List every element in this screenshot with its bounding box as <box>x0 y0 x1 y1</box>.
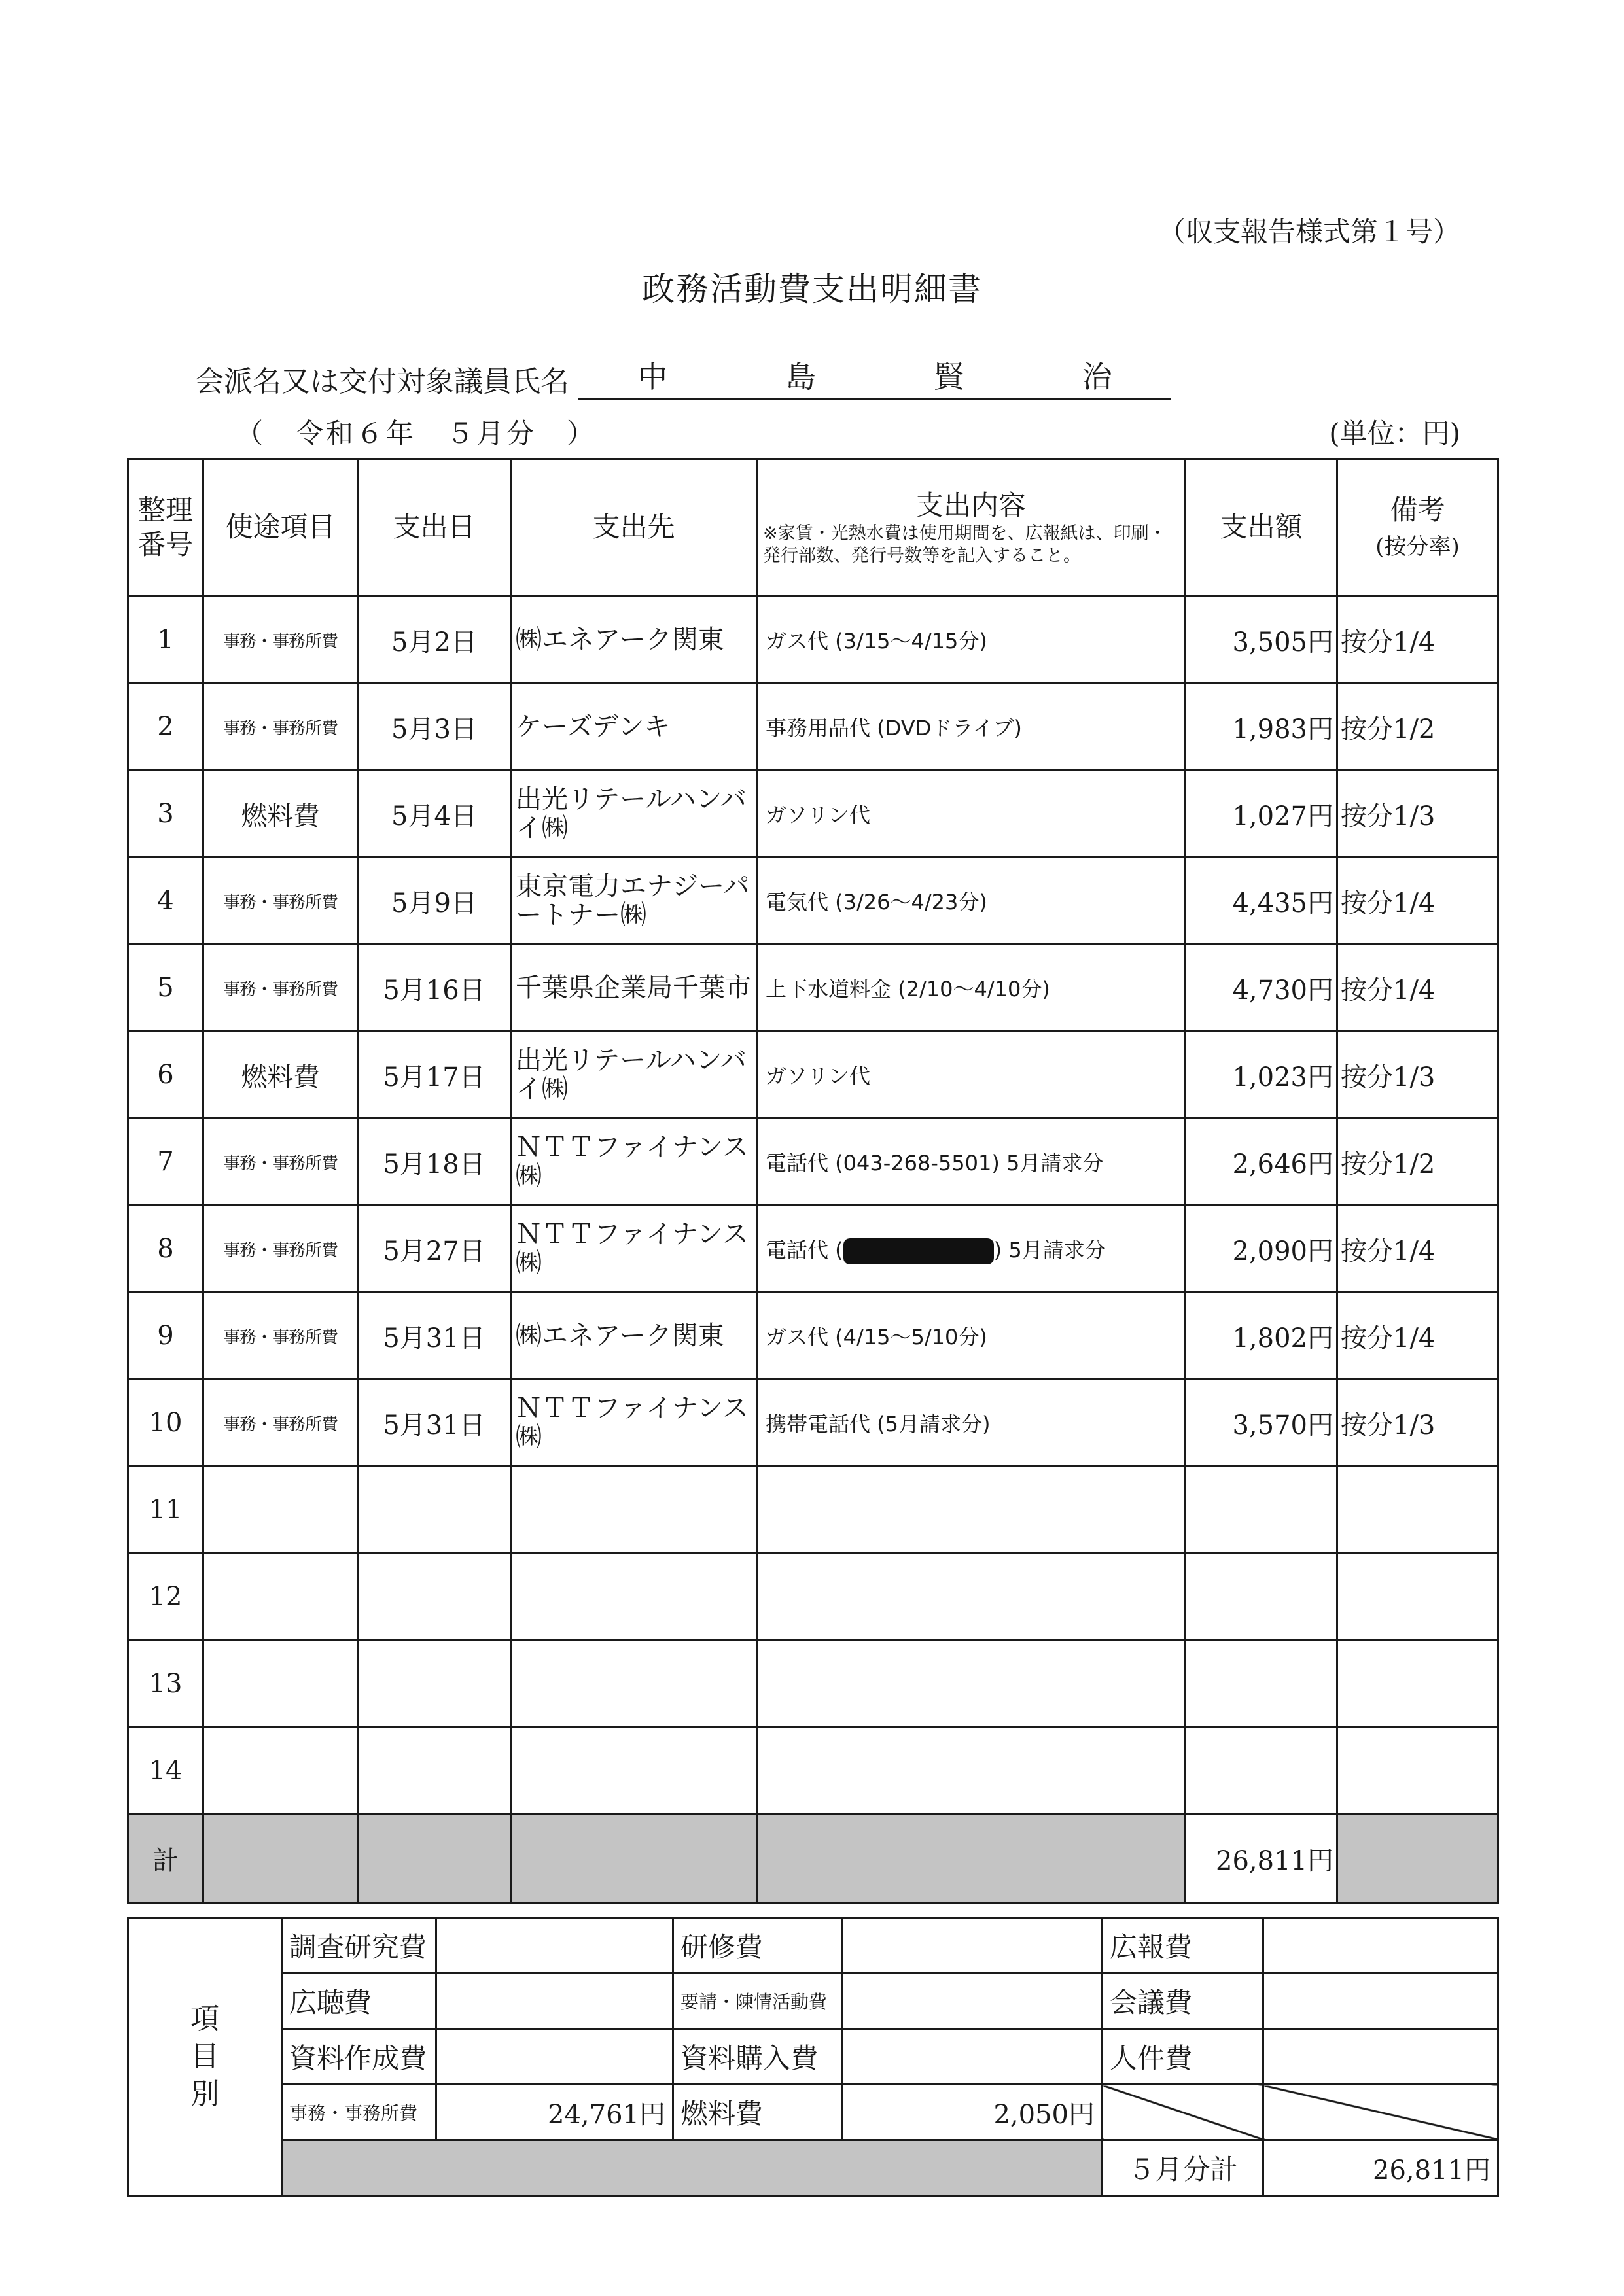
row-no: 3 <box>128 771 203 858</box>
shaded-cell <box>757 1815 1186 1903</box>
row-content <box>757 1728 1186 1815</box>
row-no: 12 <box>128 1554 203 1641</box>
row-content <box>757 1467 1186 1554</box>
header-category: 使途項目 <box>203 459 358 597</box>
total-label: 計 <box>128 1815 203 1903</box>
header-payee: 支出先 <box>511 459 757 597</box>
row-note: 按分1/2 <box>1337 1119 1498 1206</box>
row-no: 10 <box>128 1380 203 1467</box>
category-materials-creation-value <box>436 2029 673 2085</box>
row-date: 5月9日 <box>358 858 511 945</box>
row-amount: 1,802円 <box>1186 1293 1337 1380</box>
member-name <box>578 353 1171 400</box>
row-note: 按分1/4 <box>1337 597 1498 684</box>
row-amount <box>1186 1554 1337 1641</box>
row-amount: 3,570円 <box>1186 1380 1337 1467</box>
row-amount: 2,646円 <box>1186 1119 1337 1206</box>
row-category <box>203 1554 358 1641</box>
category-table <box>127 1917 1499 2197</box>
row-amount: 3,505円 <box>1186 597 1337 684</box>
category-meeting-label: 会議費 <box>1103 1974 1263 2029</box>
member-name-char: 賢 <box>934 359 964 394</box>
expense-table <box>127 458 1499 1904</box>
row-date: 5月27日 <box>358 1206 511 1293</box>
shaded-cell <box>358 1815 511 1903</box>
category-personnel-value <box>1263 2029 1498 2085</box>
category-training-value <box>842 1918 1103 1974</box>
category-row <box>128 2085 1498 2140</box>
shaded-cell <box>282 2140 1103 2196</box>
row-amount <box>1186 1467 1337 1554</box>
row-category: 事務・事務所費 <box>203 858 358 945</box>
row-content <box>757 1554 1186 1641</box>
category-petition-value <box>842 1974 1103 2029</box>
row-category: 燃料費 <box>203 771 358 858</box>
shaded-cell <box>511 1815 757 1903</box>
row-content: 電話代 ( ) 5月請求分 <box>757 1206 1186 1293</box>
member-label: 会派名又は交付対象議員氏名 <box>195 365 569 398</box>
category-pr-value <box>1263 1918 1498 1974</box>
row-payee <box>511 1554 757 1641</box>
shaded-cell <box>1337 1815 1498 1903</box>
row-no: 2 <box>128 684 203 771</box>
category-fuel-value: 2,050円 <box>842 2085 1103 2140</box>
row-category: 事務・事務所費 <box>203 1119 358 1206</box>
redaction-block <box>843 1238 994 1264</box>
row-category: 事務・事務所費 <box>203 1206 358 1293</box>
table-row <box>128 684 1498 771</box>
row-no: 8 <box>128 1206 203 1293</box>
category-row <box>128 2029 1498 2085</box>
row-content: 電話代 (043-268-5501) 5月請求分 <box>757 1119 1186 1206</box>
diagonal-cell <box>1263 2085 1498 2140</box>
period: （ 令和６年 ５月分 ） <box>236 417 597 449</box>
row-note: 按分1/3 <box>1337 771 1498 858</box>
row-category: 事務・事務所費 <box>203 1293 358 1380</box>
row-category <box>203 1641 358 1728</box>
row-payee: ㈱エネアーク関東 <box>511 597 757 684</box>
category-row <box>128 1918 1498 1974</box>
row-category: 事務・事務所費 <box>203 684 358 771</box>
row-note: 按分1/4 <box>1337 1206 1498 1293</box>
row-content: 携帯電話代 (5月請求分) <box>757 1380 1186 1467</box>
row-amount <box>1186 1641 1337 1728</box>
row-category: 事務・事務所費 <box>203 945 358 1032</box>
table-row <box>128 858 1498 945</box>
table-row <box>128 597 1498 684</box>
category-training-label: 研修費 <box>673 1918 842 1974</box>
category-hearing-value <box>436 1974 673 2029</box>
row-category: 事務・事務所費 <box>203 1380 358 1467</box>
category-row <box>128 1974 1498 2029</box>
row-note <box>1337 1467 1498 1554</box>
row-no: 6 <box>128 1032 203 1119</box>
row-note <box>1337 1641 1498 1728</box>
row-date: 5月17日 <box>358 1032 511 1119</box>
table-row <box>128 1119 1498 1206</box>
category-materials-creation-label: 資料作成費 <box>282 2029 436 2085</box>
row-payee <box>511 1641 757 1728</box>
header-content <box>757 459 1186 597</box>
header-date: 支出日 <box>358 459 511 597</box>
member-name-char: 治 <box>1082 359 1112 394</box>
row-content: ガソリン代 <box>757 771 1186 858</box>
row-no: 13 <box>128 1641 203 1728</box>
total-amount: 26,811円 <box>1186 1815 1337 1903</box>
table-row <box>128 1641 1498 1728</box>
table-row <box>128 945 1498 1032</box>
row-note: 按分1/4 <box>1337 1293 1498 1380</box>
row-date: 5月4日 <box>358 771 511 858</box>
row-no: 1 <box>128 597 203 684</box>
row-date <box>358 1641 511 1728</box>
table-row <box>128 1467 1498 1554</box>
member-name-char: 島 <box>785 359 816 394</box>
row-content: ガス代 (4/15～5/10分) <box>757 1293 1186 1380</box>
category-fuel-label: 燃料費 <box>673 2085 842 2140</box>
category-research-label: 調査研究費 <box>282 1918 436 1974</box>
row-date <box>358 1554 511 1641</box>
row-category: 燃料費 <box>203 1032 358 1119</box>
row-note <box>1337 1728 1498 1815</box>
row-amount: 1,983円 <box>1186 684 1337 771</box>
member-name-char: 中 <box>637 359 668 394</box>
row-amount: 4,730円 <box>1186 945 1337 1032</box>
table-row <box>128 1380 1498 1467</box>
row-note: 按分1/3 <box>1337 1380 1498 1467</box>
row-payee: 出光リテールハンバイ㈱ <box>511 771 757 858</box>
row-payee: 千葉県企業局千葉市 <box>511 945 757 1032</box>
row-date: 5月31日 <box>358 1380 511 1467</box>
category-side-label: 項 目 別 <box>128 1918 282 2196</box>
row-date: 5月16日 <box>358 945 511 1032</box>
row-no: 9 <box>128 1293 203 1380</box>
row-note: 按分1/4 <box>1337 858 1498 945</box>
row-no: 11 <box>128 1467 203 1554</box>
row-category: 事務・事務所費 <box>203 597 358 684</box>
category-meeting-value <box>1263 1974 1498 2029</box>
row-payee: ＮＴＴファイナンス㈱ <box>511 1380 757 1467</box>
row-no: 7 <box>128 1119 203 1206</box>
row-note: 按分1/2 <box>1337 684 1498 771</box>
category-office-value: 24,761円 <box>436 2085 673 2140</box>
month-total-value: 26,811円 <box>1263 2140 1498 2196</box>
category-materials-purchase-value <box>842 2029 1103 2085</box>
row-payee: ＮＴＴファイナンス㈱ <box>511 1206 757 1293</box>
row-payee: ㈱エネアーク関東 <box>511 1293 757 1380</box>
row-category <box>203 1467 358 1554</box>
row-payee <box>511 1728 757 1815</box>
row-note: 按分1/4 <box>1337 945 1498 1032</box>
category-personnel-label: 人件費 <box>1103 2029 1263 2085</box>
member-line <box>195 353 1171 400</box>
row-payee: ＮＴＴファイナンス㈱ <box>511 1119 757 1206</box>
category-hearing-label: 広聴費 <box>282 1974 436 2029</box>
row-category <box>203 1728 358 1815</box>
header-content-note: ※家賃・光熱水費は使用期間を、広報紙は、印刷・発行部数、発行号数等を記入すること。 <box>763 523 1167 566</box>
table-row <box>128 1728 1498 1815</box>
header-amount: 支出額 <box>1186 459 1337 597</box>
row-date <box>358 1467 511 1554</box>
row-amount: 2,090円 <box>1186 1206 1337 1293</box>
category-materials-purchase-label: 資料購入費 <box>673 2029 842 2085</box>
total-row <box>128 1815 1498 1903</box>
row-content <box>757 1641 1186 1728</box>
row-content: ガス代 (3/15～4/15分) <box>757 597 1186 684</box>
table-row <box>128 1032 1498 1119</box>
row-date: 5月18日 <box>358 1119 511 1206</box>
shaded-cell <box>203 1815 358 1903</box>
row-note <box>1337 1554 1498 1641</box>
row-content: 事務用品代 (DVDドライブ) <box>757 684 1186 771</box>
row-date: 5月3日 <box>358 684 511 771</box>
category-row <box>128 2140 1498 2196</box>
header-remarks: 備考 (按分率) <box>1337 459 1498 597</box>
page-title: 政務活動費支出明細書 <box>642 270 982 308</box>
month-total-label: ５月分計 <box>1103 2140 1263 2196</box>
category-petition-label: 要請・陳情活動費 <box>673 1974 842 2029</box>
row-amount <box>1186 1728 1337 1815</box>
table-row <box>128 771 1498 858</box>
row-no: 4 <box>128 858 203 945</box>
row-content: ガソリン代 <box>757 1032 1186 1119</box>
table-header-row <box>128 459 1498 597</box>
category-research-value <box>436 1918 673 1974</box>
form-code: （収支報告様式第１号） <box>1157 216 1460 248</box>
diagonal-cell <box>1103 2085 1263 2140</box>
table-row <box>128 1554 1498 1641</box>
row-date: 5月2日 <box>358 597 511 684</box>
row-amount: 1,027円 <box>1186 771 1337 858</box>
category-pr-label: 広報費 <box>1103 1918 1263 1974</box>
row-content: 上下水道料金 (2/10～4/10分) <box>757 945 1186 1032</box>
table-row <box>128 1293 1498 1380</box>
row-amount: 4,435円 <box>1186 858 1337 945</box>
row-content: 電気代 (3/26～4/23分) <box>757 858 1186 945</box>
row-payee: ケーズデンキ <box>511 684 757 771</box>
row-payee <box>511 1467 757 1554</box>
unit-label: (単位：円) <box>1329 417 1460 449</box>
row-no: 14 <box>128 1728 203 1815</box>
header-no: 整理 番号 <box>128 459 203 597</box>
row-note: 按分1/3 <box>1337 1032 1498 1119</box>
header-content-label: 支出内容 <box>915 489 1026 521</box>
row-amount: 1,023円 <box>1186 1032 1337 1119</box>
row-no: 5 <box>128 945 203 1032</box>
table-row <box>128 1206 1498 1293</box>
row-payee: 東京電力エナジーパートナー㈱ <box>511 858 757 945</box>
category-office-label: 事務・事務所費 <box>282 2085 436 2140</box>
row-payee: 出光リテールハンバイ㈱ <box>511 1032 757 1119</box>
row-date <box>358 1728 511 1815</box>
row-date: 5月31日 <box>358 1293 511 1380</box>
